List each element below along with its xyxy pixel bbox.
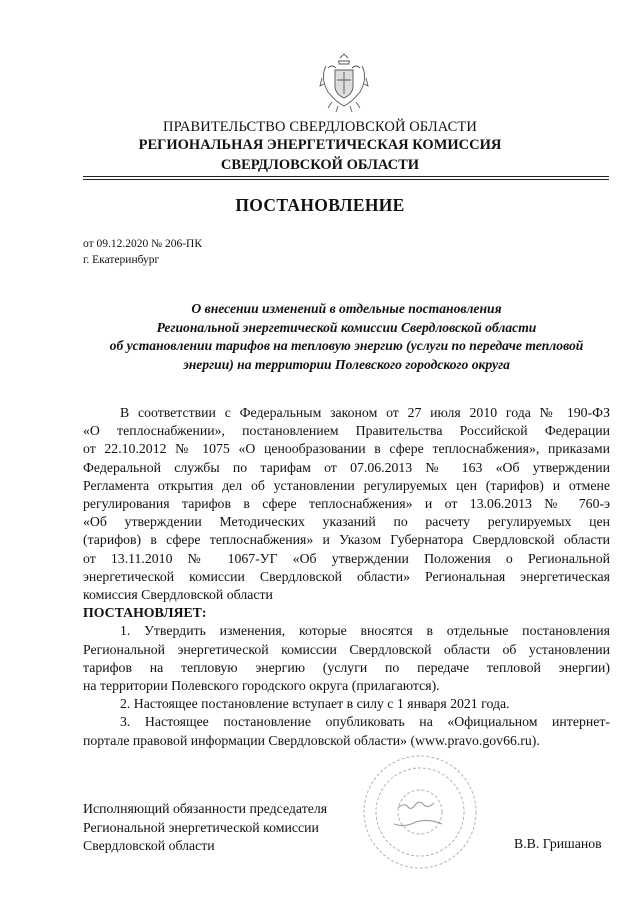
resolves-heading: ПОСТАНОВЛЯЕТ:: [83, 605, 207, 621]
preamble-line: В соответствии с Федеральным законом от 27 июля 2010 года № 190-ФЗ: [120, 405, 610, 420]
item-1-line: на территории Полевского городского округа (прилагаются).: [83, 678, 440, 694]
preamble-line: регулирования тарифов в сфере теплоснабжения» и от 13.06.2013 № 760-э: [83, 496, 610, 512]
document-city: г. Екатеринбург: [83, 254, 160, 266]
region-name: СВЕРДЛОВСКОЙ ОБЛАСТИ: [220, 157, 420, 173]
item-3-line: 3. Настоящее постановление опубликовать на «Официальном интернет-: [120, 714, 610, 730]
subject-line: О внесении изменений в отдельные постановления: [191, 301, 502, 316]
preamble-line: «О теплоснабжении», постановлением Правительства Российской Федерации: [83, 423, 610, 439]
signer-name: В.В. Гришанов: [514, 836, 602, 851]
item-1-line: тарифов на тепловую энергию (услуги по передаче тепловой энергии): [83, 659, 610, 675]
document-date-number: от 09.12.2020 № 206-ПК: [83, 238, 203, 250]
document-subject: [83, 300, 610, 374]
item-3-line: портале правовой информации Свердловской области» (www.pravo.gov66.ru).: [83, 732, 540, 748]
preamble-line: комиссия Свердловской области: [83, 587, 273, 603]
subject-line: энергии) на территории Полевского городского округа: [183, 356, 510, 372]
preamble-line: Федеральной службы по тарифам от 07.06.2013 № 163 «Об утверждении: [83, 459, 610, 475]
preamble-line: от 13.11.2010 № 1067-УГ «Об утверждении Положения о Региональной: [83, 550, 610, 566]
official-stamp: [360, 752, 480, 872]
header-rule-bottom: [83, 179, 609, 180]
signer-position-line: Региональной энергетической комиссии: [83, 819, 319, 835]
subject-line: Региональной энергетической комиссии Свердловской области: [156, 319, 537, 335]
preamble-paragraph: [83, 404, 610, 750]
document-title: ПОСТАНОВЛЕНИЕ: [235, 195, 405, 215]
signer-position-line: Свердловской области: [83, 838, 215, 853]
header-rule-top: [83, 176, 609, 177]
preamble-line: «Об утверждении Методических указаний по расчету регулируемых цен: [83, 514, 610, 530]
preamble-line: энергетической комиссии Свердловской области» Региональная энергетическая: [83, 568, 610, 584]
item-2: 2. Настоящее постановление вступает в силу с 1 января 2021 года.: [120, 696, 510, 712]
preamble-line: Регламента открытия дел об установлении регулируемых цен (тарифов) и отмене: [83, 477, 610, 493]
preamble-line: (тарифов) в сфере теплоснабжения» и Указом Губернатора Свердловской области: [83, 532, 610, 548]
signature-block: [83, 800, 327, 856]
item-1-line: Региональной энергетической комиссии Свердловской области об установлении: [83, 641, 610, 657]
preamble-line: от 22.10.2012 № 1075 «О ценообразовании в сфере теплоснабжения», приказами: [83, 441, 610, 457]
subject-line: об установлении тарифов на тепловую энергию (услуги по передаче тепловой: [109, 338, 584, 353]
coat-of-arms-emblem: [318, 52, 370, 114]
commission-name: РЕГИОНАЛЬНАЯ ЭНЕРГЕТИЧЕСКАЯ КОМИССИЯ: [138, 137, 502, 153]
government-name: ПРАВИТЕЛЬСТВО СВЕРДЛОВСКОЙ ОБЛАСТИ: [163, 119, 477, 135]
signer-position-line: Исполняющий обязанности председателя: [83, 801, 328, 816]
item-1-line: 1. Утвердить изменения, которые вносятся в отдельные постановления: [120, 623, 610, 639]
